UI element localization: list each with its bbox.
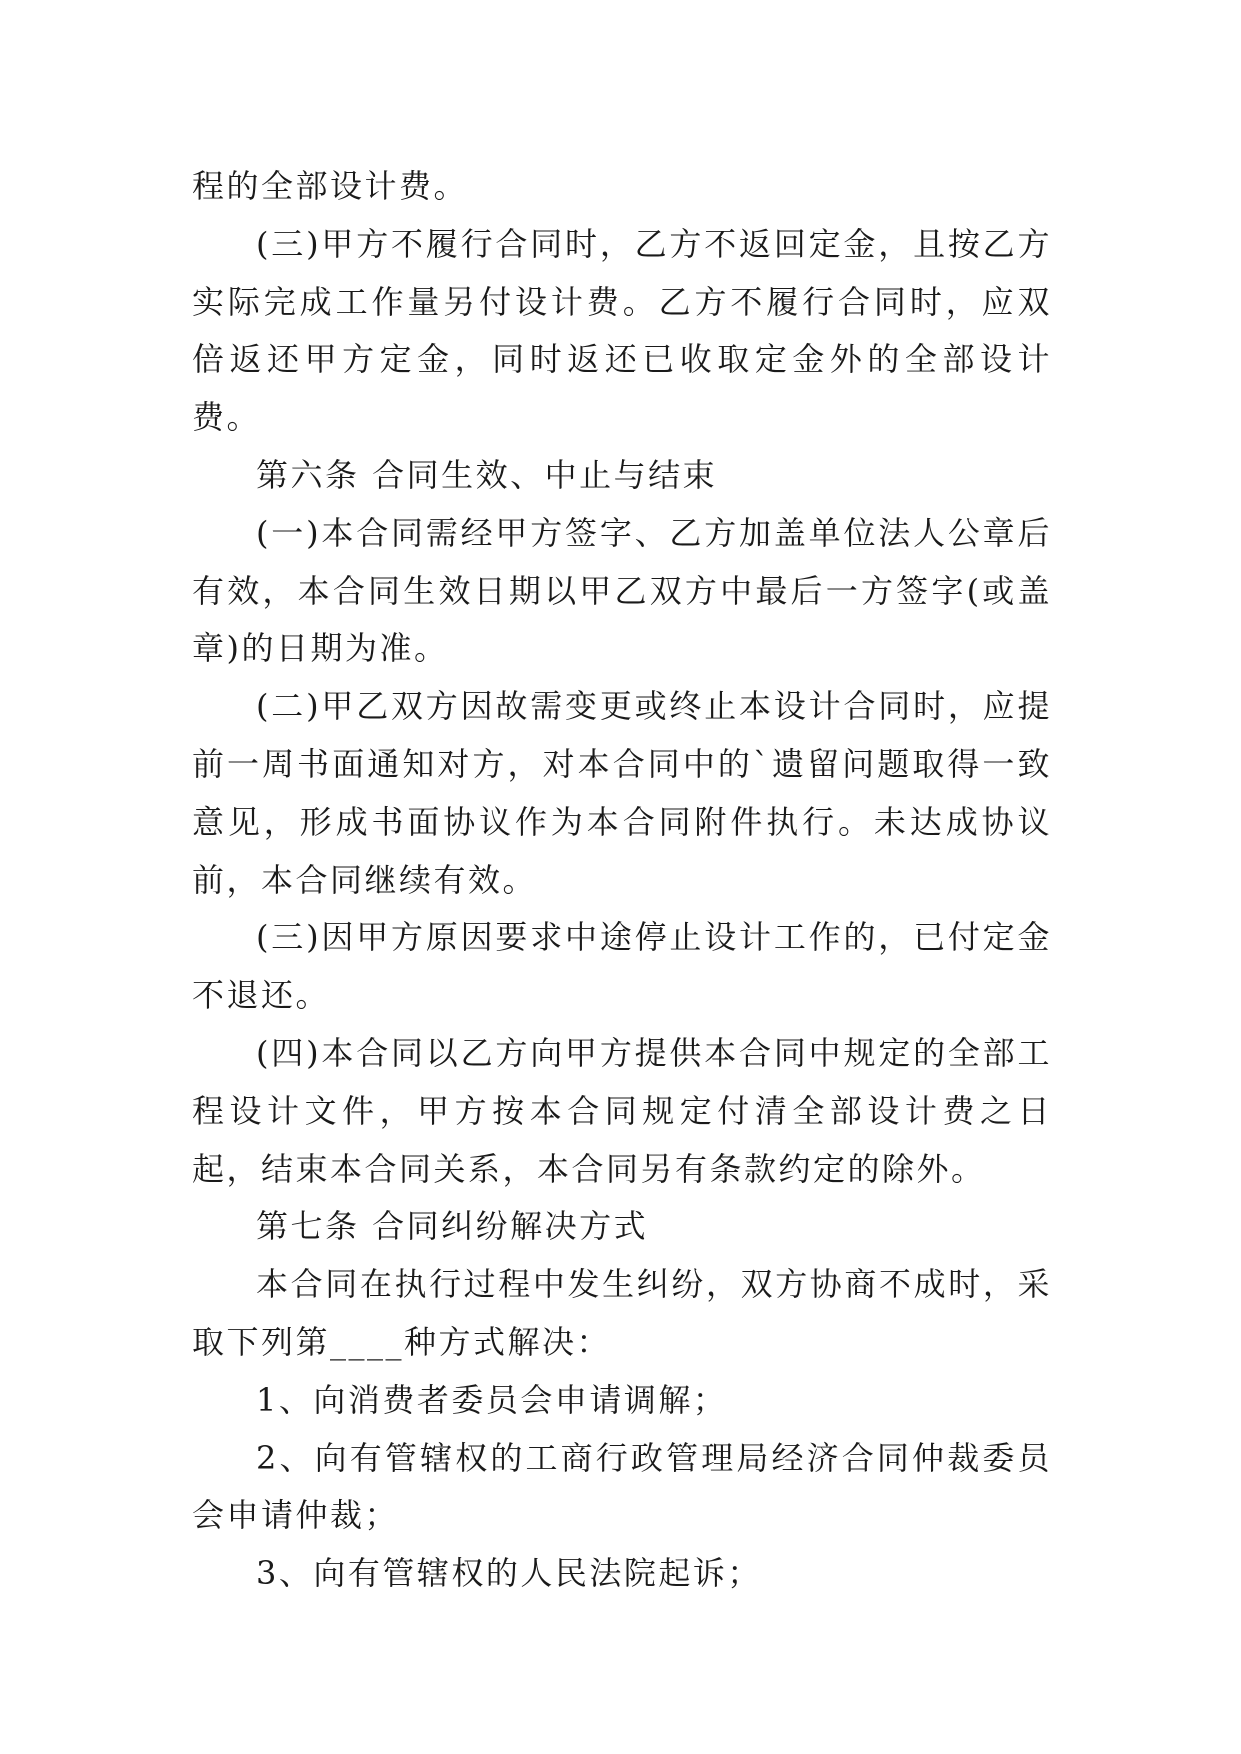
paragraph-clause-6-1: (一)本合同需经甲方签字、乙方加盖单位法人公章后有效，本合同生效日期以甲乙双方中最后一方签字(或盖章)的日期为准。 bbox=[192, 513, 1052, 668]
paragraph-continuation: 程的全部设计费。 bbox=[192, 167, 469, 205]
paragraph-clause-6-4: (四)本合同以乙方向甲方提供本合同中规定的全部工程设计文件，甲方按本合同规定付清全部设计费之日起，结束本合同关系，本合同另有条款约定的除外。 bbox=[192, 1033, 1052, 1188]
section-heading-article-7: 第七条 合同纠纷解决方式 bbox=[256, 1207, 649, 1246]
list-item-option-1: 1、向消费者委员会申请调解； bbox=[256, 1380, 728, 1419]
list-item-option-2: 2、向有管辖权的工商行政管理局经济合同仲裁委员会申请仲裁； bbox=[192, 1438, 1052, 1535]
paragraph-clause-6-3: (三)因甲方原因要求中途停止设计工作的，已付定金不退还。 bbox=[192, 918, 1052, 1015]
document-body bbox=[192, 158, 1052, 1603]
list-item-option-3: 3、向有管辖权的人民法院起诉； bbox=[256, 1554, 762, 1593]
section-heading-article-6: 第六条 合同生效、中止与结束 bbox=[256, 455, 718, 494]
paragraph-clause-6-2: (二)甲乙双方因故需变更或终止本设计合同时，应提前一周书面通知对方，对本合同中的`遗留问题取得一致意见，形成书面协议作为本合同附件执行。未达成协议前，本合同继续有效。 bbox=[192, 687, 1052, 899]
paragraph-dispute-intro: 本合同在执行过程中发生纠纷，双方协商不成时，采取下列第____种方式解决： bbox=[192, 1265, 1052, 1361]
paragraph-clause-5-3: (三)甲方不履行合同时，乙方不返回定金，且按乙方实际完成工作量另付设计费。乙方不履行合同时，应双倍返还甲方定金，同时返还已收取定金外的全部设计费。 bbox=[192, 224, 1052, 437]
